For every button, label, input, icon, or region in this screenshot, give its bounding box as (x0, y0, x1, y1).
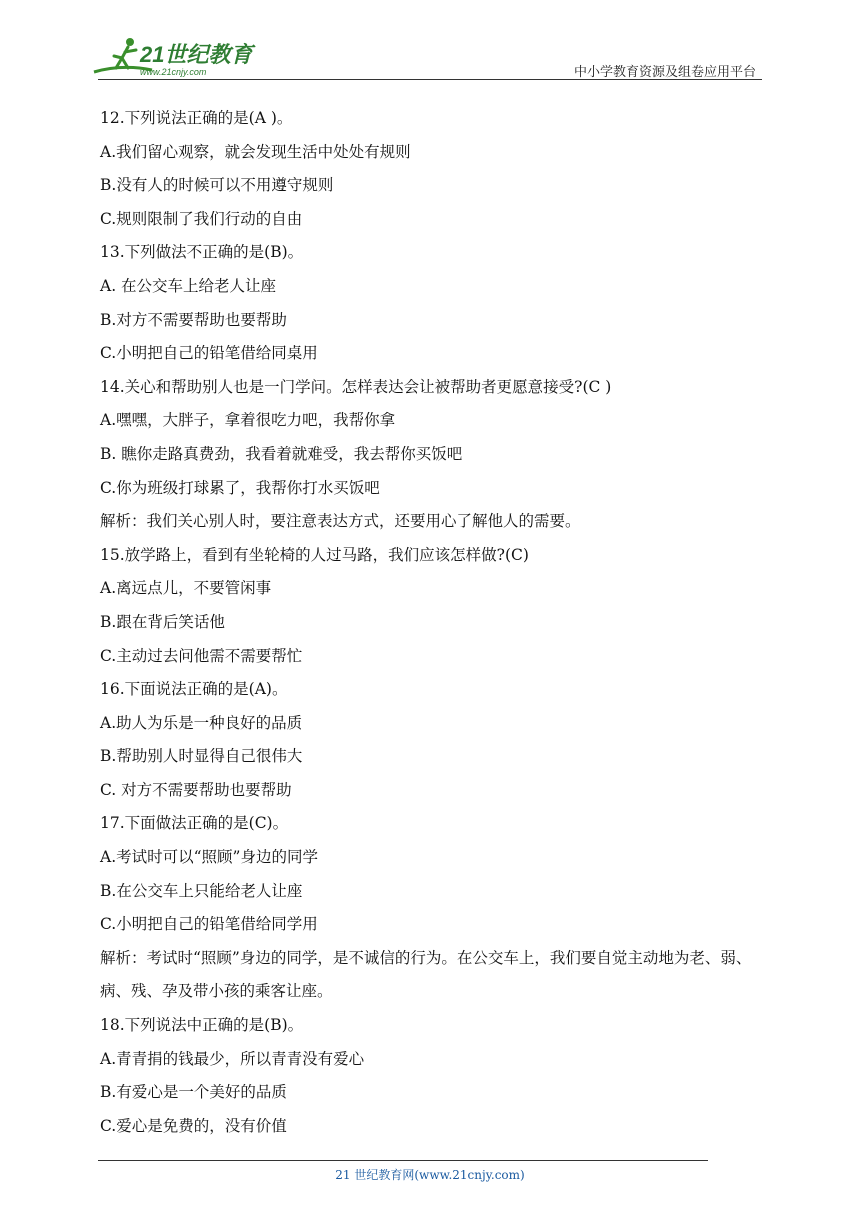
question-12-option-a: A.我们留心观察，就会发现生活中处处有规则 (100, 142, 411, 161)
question-13: 13.下列做法不正确的是(B)。 (100, 243, 304, 262)
question-13-option-c: C.小明把自己的铅笔借给同桌用 (100, 344, 318, 363)
question-16-option-b: B.帮助别人时显得自己很伟大 (100, 747, 303, 766)
question-17-option-b: B.在公交车上只能给老人让座 (100, 881, 303, 900)
runner-logo-icon (92, 34, 262, 80)
question-15-option-c: C.主动过去问他需不需要帮忙 (100, 646, 303, 665)
question-17: 17.下面做法正确的是(C)。 (100, 814, 289, 833)
question-15-option-b: B.跟在背后笑话他 (100, 612, 225, 631)
question-12-option-b: B.没有人的时候可以不用遵守规则 (100, 176, 334, 195)
question-18: 18.下列说法中正确的是(B)。 (100, 1016, 304, 1035)
question-13-option-b: B.对方不需要帮助也要帮助 (100, 310, 287, 329)
question-17-option-a: A.考试时可以“照顾”身边的同学 (100, 848, 318, 867)
document-body (100, 102, 762, 1143)
question-12-option-c: C.规则限制了我们行动的自由 (100, 209, 303, 228)
question-18-option-c: C.爱心是免费的，没有价值 (100, 1116, 287, 1135)
question-15: 15.放学路上，看到有坐轮椅的人过马路，我们应该怎样做?(C) (100, 545, 529, 564)
question-16-option-c: C. 对方不需要帮助也要帮助 (100, 780, 292, 799)
question-18-option-a: A.青青捐的钱最少，所以青青没有爱心 (100, 1049, 365, 1068)
question-14-analysis: 解析：我们关心别人时，要注意表达方式，还要用心了解他人的需要。 (100, 512, 581, 531)
question-16: 16.下面说法正确的是(A)。 (100, 680, 288, 699)
footer-link[interactable]: 21 世纪教育网(www.21cnjy.com) (335, 1168, 525, 1182)
question-14: 14.关心和帮助别人也是一门学问。怎样表达会让被帮助者更愿意接受?(C ) (100, 377, 612, 396)
question-14-option-c: C.你为班级打球累了，我帮你打水买饭吧 (100, 478, 380, 497)
question-16-option-a: A.助人为乐是一种良好的品质 (100, 713, 303, 732)
question-15-option-a: A.离远点儿，不要管闲事 (100, 579, 272, 598)
question-12: 12.下列说法正确的是(A )。 (100, 109, 293, 127)
header-divider (98, 79, 762, 80)
site-logo[interactable] (92, 34, 262, 80)
logo-text: 21世纪教育 (140, 42, 253, 67)
question-18-option-b: B.有爱心是一个美好的品质 (100, 1083, 287, 1102)
question-17-analysis: 解析：考试时“照顾”身边的同学，是不诚信的行为。在公交车上，我们要自觉主动地为老、弱、病、残、孕及带小孩的乘客让座。 (100, 948, 752, 1001)
question-14-option-b: B. 瞧你走路真费劲，我看着就难受，我去帮你买饭吧 (100, 444, 463, 463)
question-13-option-a: A. 在公交车上给老人让座 (100, 276, 277, 295)
platform-tagline: 中小学教育资源及组卷应用平台 (573, 65, 756, 80)
footer-divider (98, 1160, 708, 1161)
question-14-option-a: A.嘿嘿，大胖子，拿着很吃力吧，我帮你拿 (100, 411, 396, 430)
question-17-option-c: C.小明把自己的铅笔借给同学用 (100, 915, 318, 934)
logo-url: www.21cnjy.com (140, 67, 207, 77)
